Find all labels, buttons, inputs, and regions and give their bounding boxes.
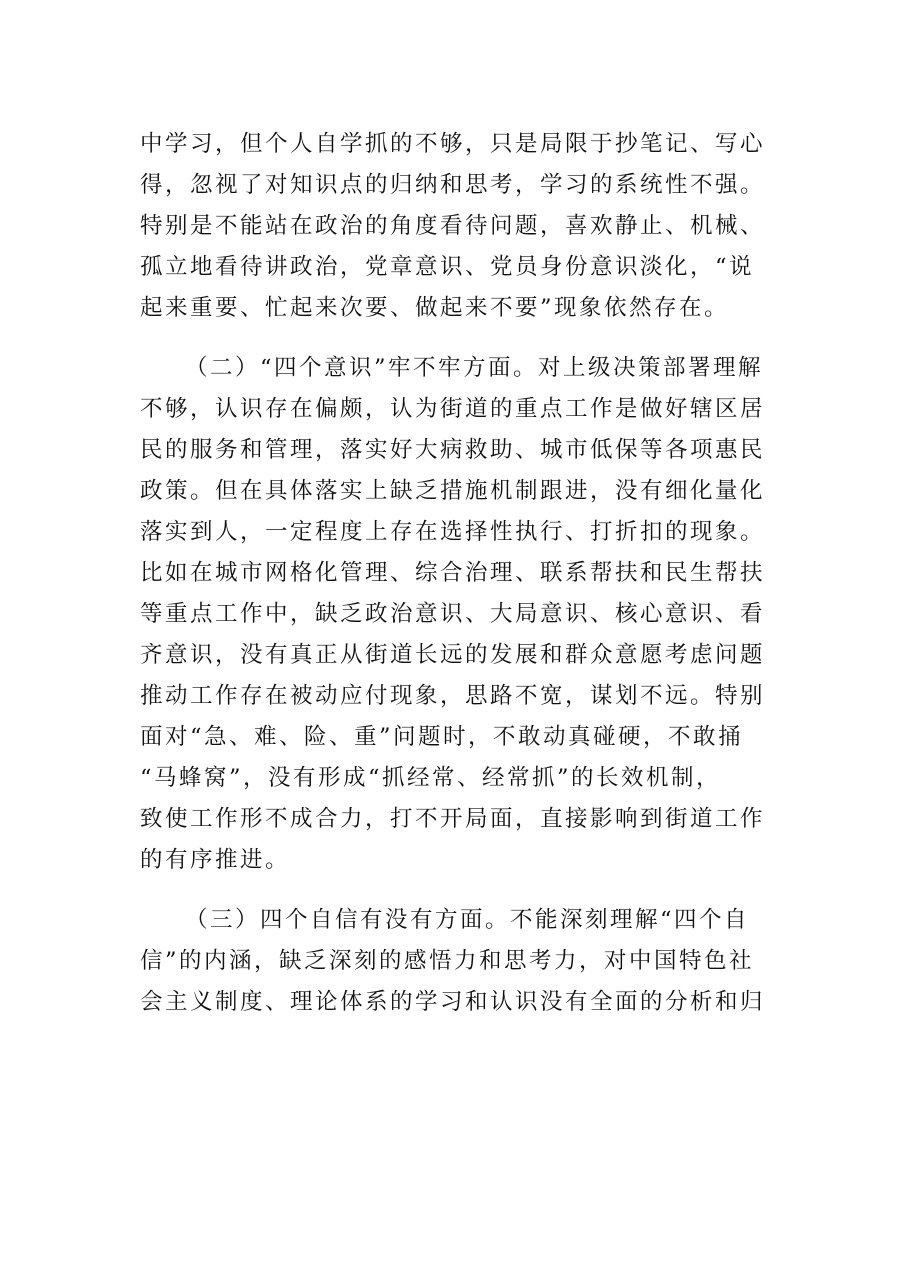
paragraph-3 [140, 900, 780, 1023]
paragraph-1 [140, 124, 780, 329]
text-line: 政策。但在具体落实上缺乏措施机制跟进，没有细化量化 [140, 478, 766, 504]
text-line: 起来重要、忙起来次要、做起来不要”现象依然存在。 [140, 295, 730, 321]
text-line: 推动工作存在被动应付现象，思路不宽，谋划不远。特别 [140, 683, 766, 709]
text-line: 面对“急、难、险、重”问题时，不敢动真碰硬，不敢捅 [140, 724, 744, 750]
text-line: 民的服务和管理，落实好大病救助、城市低保等各项惠民 [140, 437, 766, 463]
text-line: 信”的内涵，缺乏深刻的感悟力和思考力，对中国特色社 [140, 948, 755, 974]
text-line: 致使工作形不成合力，打不开局面，直接影响到街道工作 [140, 806, 766, 832]
text-line: 得，忽视了对知识点的归纳和思考，学习的系统性不强。 [140, 172, 766, 198]
text-line: 中学习，但个人自学抓的不够，只是局限于抄笔记、写心 [140, 131, 766, 157]
text-line: 孤立地看待讲政治，党章意识、党员身份意识淡化，“说 [140, 254, 755, 280]
text-line: “马蜂窝”，没有形成“抓经常、经常抓”的长效机制， [140, 765, 722, 791]
text-line: 不够，认识存在偏颇，认为街道的重点工作是做好辖区居 [140, 396, 766, 422]
paragraph-2 [140, 348, 780, 881]
text-line: （二）“四个意识”牢不牢方面。对上级决策部署理解 [185, 355, 764, 381]
text-line: （三）四个自信有没有方面。不能深刻理解“四个自 [185, 907, 750, 933]
text-line: 齐意识，没有真正从街道长远的发展和群众意愿考虑问题 [140, 642, 766, 668]
text-line: 特别是不能站在政治的角度看待问题，喜欢静止、机械、 [140, 213, 766, 239]
text-line: 的有序推进。 [140, 847, 291, 873]
document-body [140, 124, 780, 1023]
text-line: 比如在城市网格化管理、综合治理、联系帮扶和民生帮扶 [140, 560, 766, 586]
text-line: 落实到人，一定程度上存在选择性执行、打折扣的现象。 [140, 519, 766, 545]
text-line: 会主义制度、理论体系的学习和认识没有全面的分析和归 [140, 989, 766, 1015]
text-line: 等重点工作中，缺乏政治意识、大局意识、核心意识、看 [140, 601, 766, 627]
